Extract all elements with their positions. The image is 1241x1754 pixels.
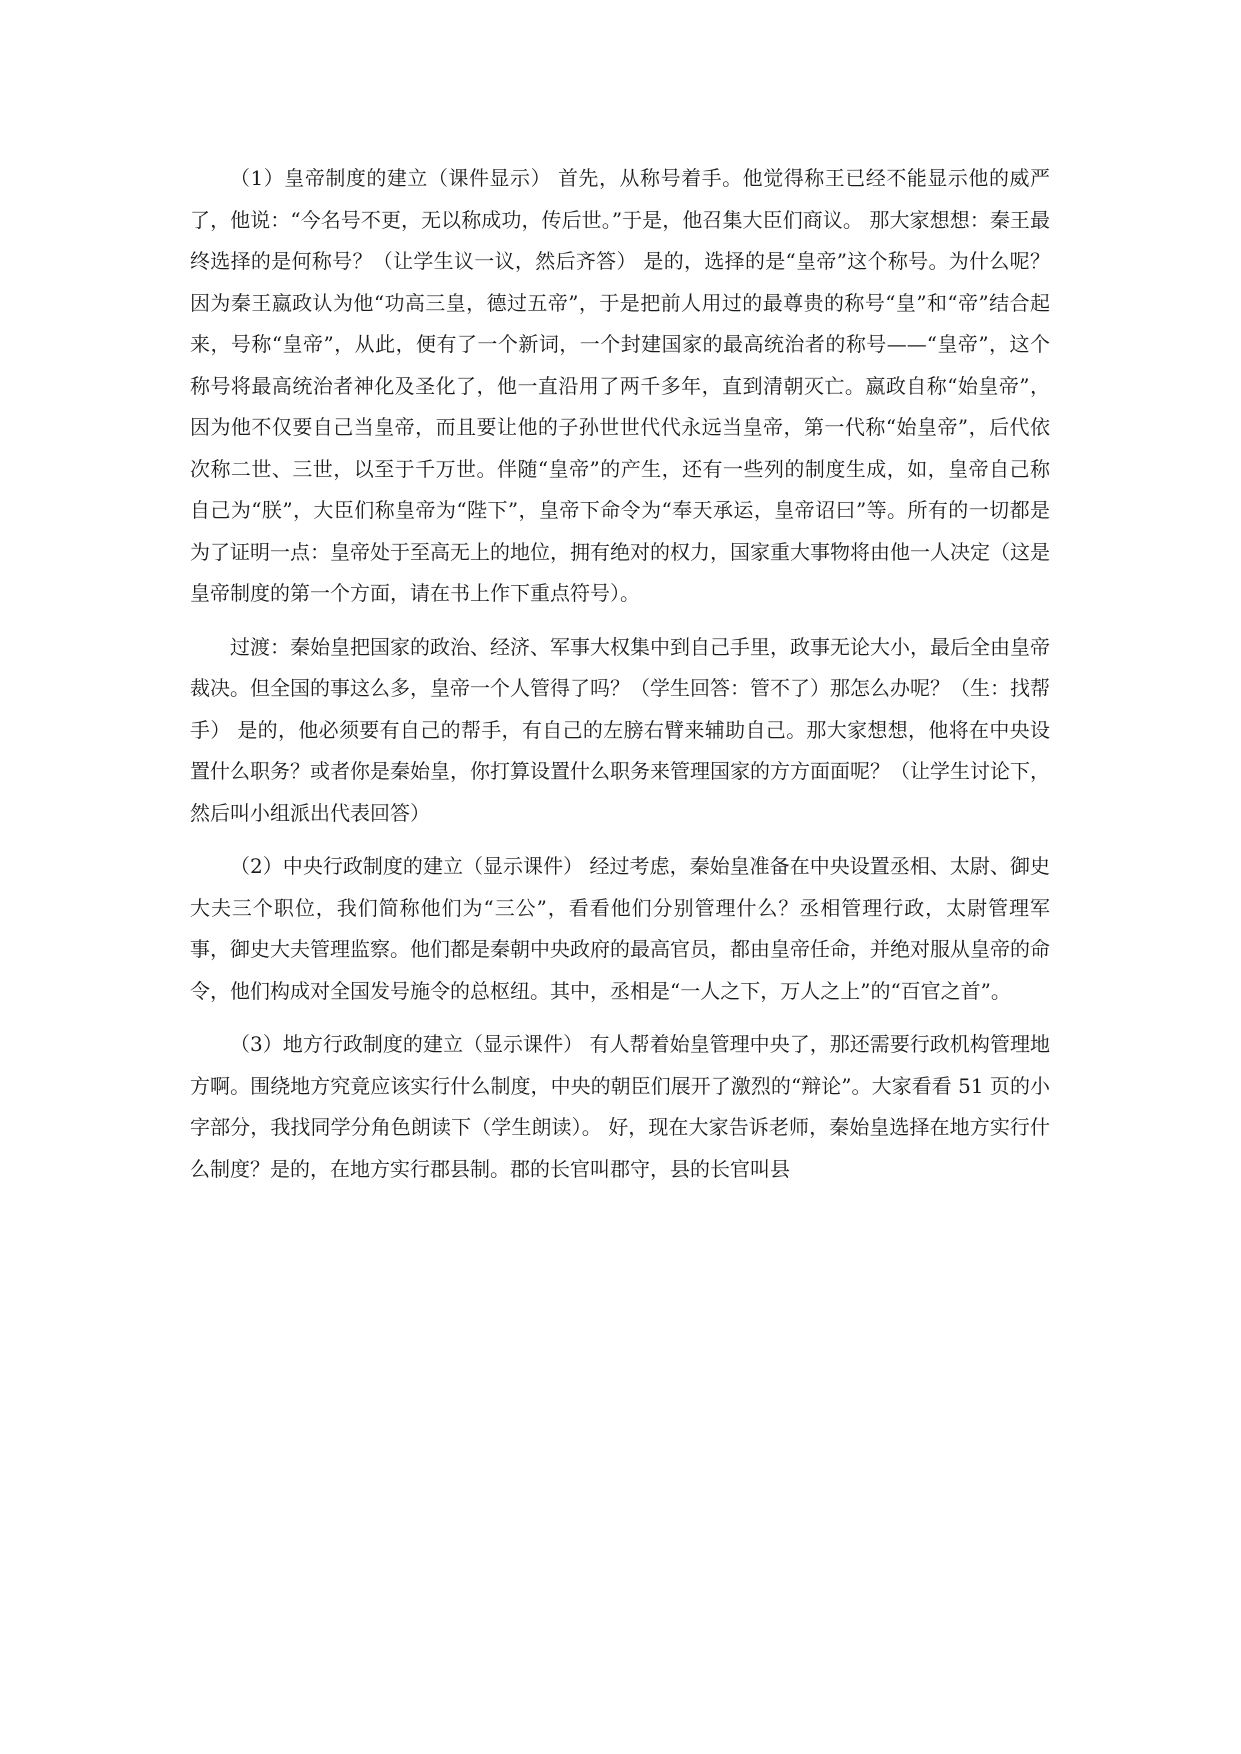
- paragraph-transition: 过渡：秦始皇把国家的政治、经济、军事大权集中到自己手里，政事无论大小，最后全由皇帝裁决。但全国的事这么多，皇帝一个人管得了吗？（学生回答：管不了）那怎么办呢？（生：找帮手） 是的，他必须要有自己的帮手，有自己的左膀右臂来辅助自己。那大家想想，他将在中央设置什么职务？或者你是秦始皇，你打算设置什么职务来管理国家的方方面面呢？（让学生讨论下，然后叫小组派出代表回答）: [190, 634, 1050, 825]
- paragraph-emperor-system: （1）皇帝制度的建立（课件显示） 首先，从称号着手。他觉得称王已经不能显示他的威严了，他说：“今名号不更，无以称成功，传后世。”于是，他召集大臣们商议。 那大家想想：秦王最终选择的是何称号？（让学生议一议，然后齐答） 是的，选择的是“皇帝”这个称号。为什么呢？因为秦王嬴政认为他“功高三皇，德过五帝”，于是把前人用过的最尊贵的称号“皇”和“帝”结合起来，号称“皇帝”，从此，便有了一个新词，一个封建国家的最高统治者的称号——“皇帝”，这个称号将最高统治者神化及圣化了，他一直沿用了两千多年，直到清朝灭亡。嬴政自称“始皇帝”，因为他不仅要自己当皇帝，而且要让他的子孙世世代代永远当皇帝，第一代称“始皇帝”，后代依次称二世、三世，以至于千万世。伴随“皇帝”的产生，还有一些列的制度生成，如，皇帝自己称自己为“朕”，大臣们称皇帝为“陛下”，皇帝下命令为“奉天承运，皇帝诏曰”等。所有的一切都是为了证明一点：皇帝处于至高无上的地位，拥有绝对的权力，国家重大事物将由他一人决定（这是皇帝制度的第一个方面，请在书上作下重点符号）。: [190, 166, 1050, 605]
- paragraph-central-administration: （2）中央行政制度的建立（显示课件） 经过考虑，秦始皇准备在中央设置丞相、太尉、御史大夫三个职位，我们简称他们为“三公”，看看他们分别管理什么？丞相管理行政，太尉管理军事，御史大夫管理监察。他们都是秦朝中央政府的最高官员，都由皇帝任命，并绝对服从皇帝的命令，他们构成对全国发号施令的总枢纽。其中，丞相是“一人之下，万人之上”的“百官之首”。: [190, 854, 1050, 1003]
- document-body: [190, 158, 1050, 1202]
- paragraph-local-administration: （3）地方行政制度的建立（显示课件） 有人帮着始皇管理中央了，那还需要行政机构管理地方啊。围绕地方究竟应该实行什么制度，中央的朝臣们展开了激烈的“辩论”。大家看看 51 页的小字部分，我找同学分角色朗读下（学生朗读）。 好，现在大家告诉老师，秦始皇选择在地方实行什么制度？是的，在地方实行郡县制。郡的长官叫郡守，县的长官叫县: [190, 1032, 1050, 1181]
